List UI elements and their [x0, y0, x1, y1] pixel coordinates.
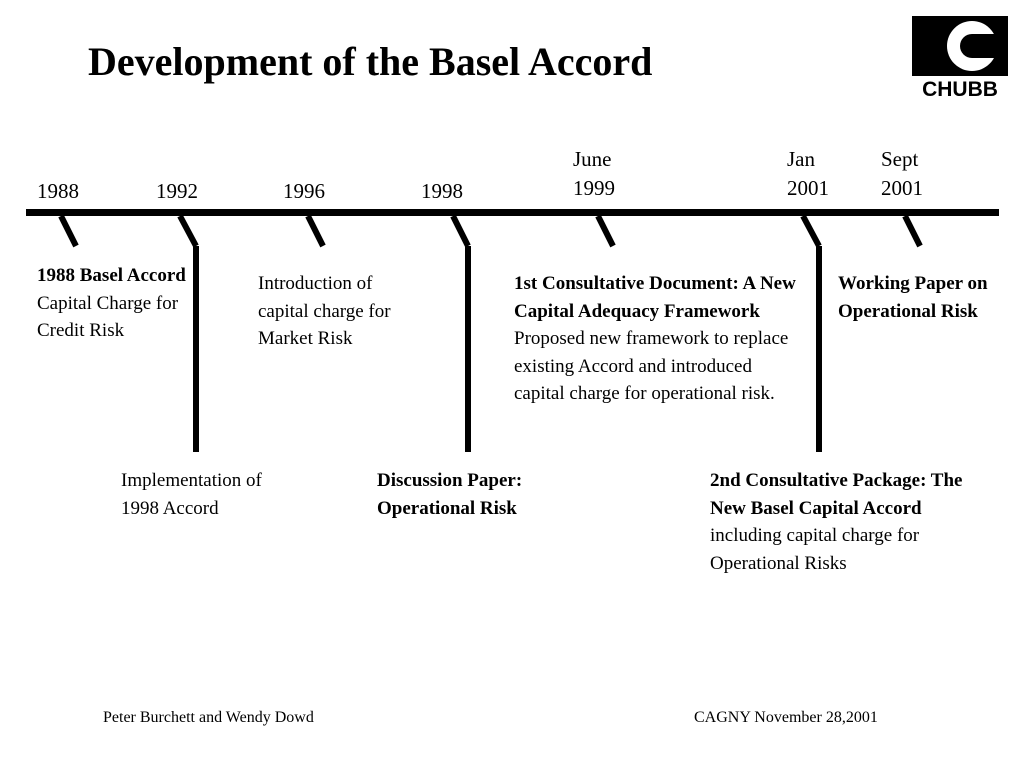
tick-june-1999 — [598, 216, 613, 246]
event-1988-heading: 1988 Basel Accord — [37, 265, 186, 286]
event-1992-text: Implementation of 1998 Accord — [121, 470, 262, 519]
event-jan-2001 — [710, 467, 985, 577]
year-june-1999-month: June — [573, 147, 612, 171]
event-1998-heading: Discussion Paper: Operational Risk — [377, 470, 523, 519]
footer-event-date: CAGNY November 28,2001 — [694, 709, 878, 726]
event-sept-2001 — [838, 270, 1020, 325]
tick-sept-2001 — [905, 216, 920, 246]
event-june-1999 — [514, 270, 799, 408]
footer-authors: Peter Burchett and Wendy Dowd — [103, 709, 314, 726]
year-jan-2001-month: Jan — [787, 147, 815, 171]
year-1988: 1988 — [37, 179, 79, 203]
tick-1998 — [453, 216, 468, 246]
year-june-1999-year: 1999 — [573, 176, 615, 200]
event-1988-text: Capital Charge for Credit Risk — [37, 292, 179, 341]
year-sept-2001-year: 2001 — [881, 176, 923, 200]
event-june-1999-text: Proposed new framework to replace existing Accord and introduced capital charge for operational risk. — [514, 328, 789, 404]
event-sept-2001-heading: Working Paper on Operational Risk — [838, 273, 988, 322]
event-jan-2001-text: including capital charge for Operational Risks — [710, 525, 920, 574]
year-sept-2001-month: Sept — [881, 147, 919, 171]
tick-1996 — [308, 216, 323, 246]
logo-text: CHUBB — [922, 78, 998, 101]
year-jan-2001-year: 2001 — [787, 176, 829, 200]
slide-title: Development of the Basel Accord — [88, 39, 653, 84]
event-jan-2001-heading: 2nd Consultative Package: The New Basel Capital Accord — [710, 470, 963, 519]
event-1996-text: Introduction of capital charge for Market Risk — [258, 273, 391, 349]
year-1996: 1996 — [283, 179, 325, 203]
year-1998: 1998 — [421, 179, 463, 203]
tick-1992 — [180, 216, 196, 246]
year-1992: 1992 — [156, 179, 198, 203]
tick-jan-2001 — [803, 216, 819, 246]
event-1992 — [121, 467, 281, 522]
event-1988 — [37, 262, 187, 345]
tick-1988 — [61, 216, 76, 246]
event-june-1999-heading: 1st Consultative Document: A New Capital Adequacy Framework — [514, 273, 796, 322]
event-1998 — [377, 467, 577, 522]
event-1996 — [258, 270, 418, 353]
